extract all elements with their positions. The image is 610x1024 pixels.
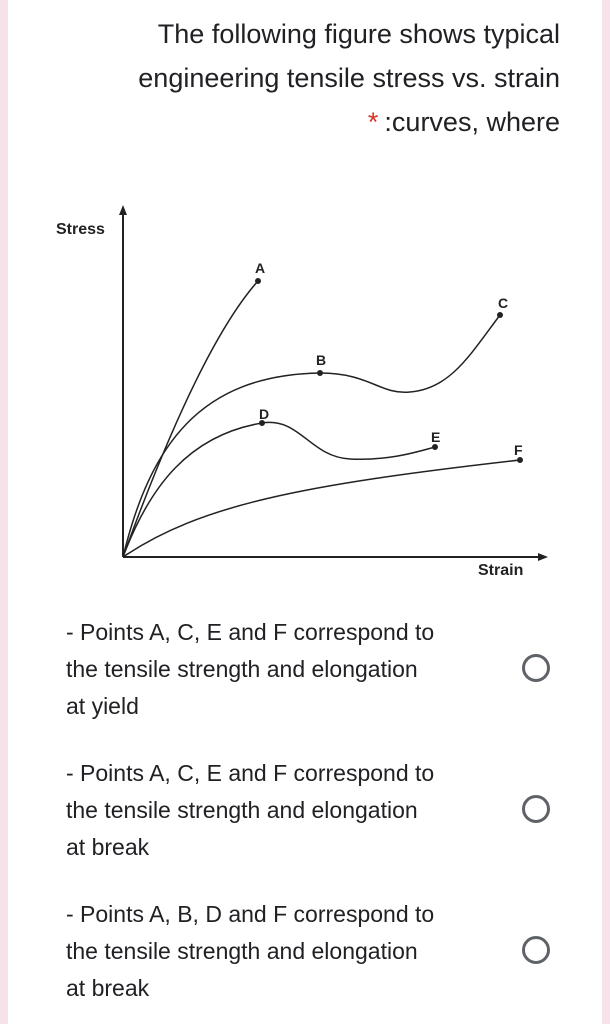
option-3-line-1: - Points A, B, D and F correspond to (66, 901, 435, 927)
label-f: F (514, 442, 523, 458)
question-title-line-2: engineering tensile stress vs. strain (138, 63, 560, 93)
option-2-line-1: - Points A, C, E and F correspond to (66, 760, 435, 786)
label-d: D (259, 406, 270, 422)
curve-f (123, 460, 520, 557)
point-b (317, 370, 323, 376)
option-2-line-3: at break (66, 834, 150, 860)
option-1-text (66, 614, 506, 725)
option-3-line-3: at break (66, 975, 150, 1001)
option-2-radio[interactable] (522, 795, 550, 823)
option-3-radio[interactable] (522, 936, 550, 964)
question-title-line-1: The following figure shows typical (157, 19, 560, 49)
label-e: E (431, 429, 441, 445)
point-c (497, 312, 503, 318)
option-1[interactable] (66, 614, 596, 734)
question-title-line-3 (60, 100, 560, 144)
label-a: A (255, 260, 266, 276)
option-1-line-1: - Points A, C, E and F correspond to (66, 619, 435, 645)
point-a (255, 278, 261, 284)
option-2[interactable] (66, 755, 596, 875)
label-c: C (498, 295, 509, 311)
y-axis-arrow (119, 205, 127, 215)
option-3[interactable] (66, 896, 596, 1016)
y-axis-label: Stress (56, 221, 105, 238)
curve-b-c (123, 315, 500, 557)
stress-strain-figure (0, 195, 610, 595)
option-2-text (66, 755, 506, 866)
required-asterisk: * (367, 107, 379, 137)
option-1-line-2: the tensile strength and elongation (66, 656, 418, 682)
option-3-text (66, 896, 506, 1007)
option-3-line-2: the tensile strength and elongation (66, 938, 418, 964)
label-b: B (316, 352, 327, 368)
option-2-line-2: the tensile strength and elongation (66, 797, 418, 823)
option-1-radio[interactable] (522, 654, 550, 682)
option-1-line-3: at yield (66, 693, 139, 719)
x-axis-arrow (538, 553, 548, 561)
x-axis-label: Strain (478, 562, 524, 579)
question-title-line-3-text: :curves, where (384, 107, 560, 137)
curve-d-e (123, 422, 435, 557)
question-title (60, 12, 560, 144)
